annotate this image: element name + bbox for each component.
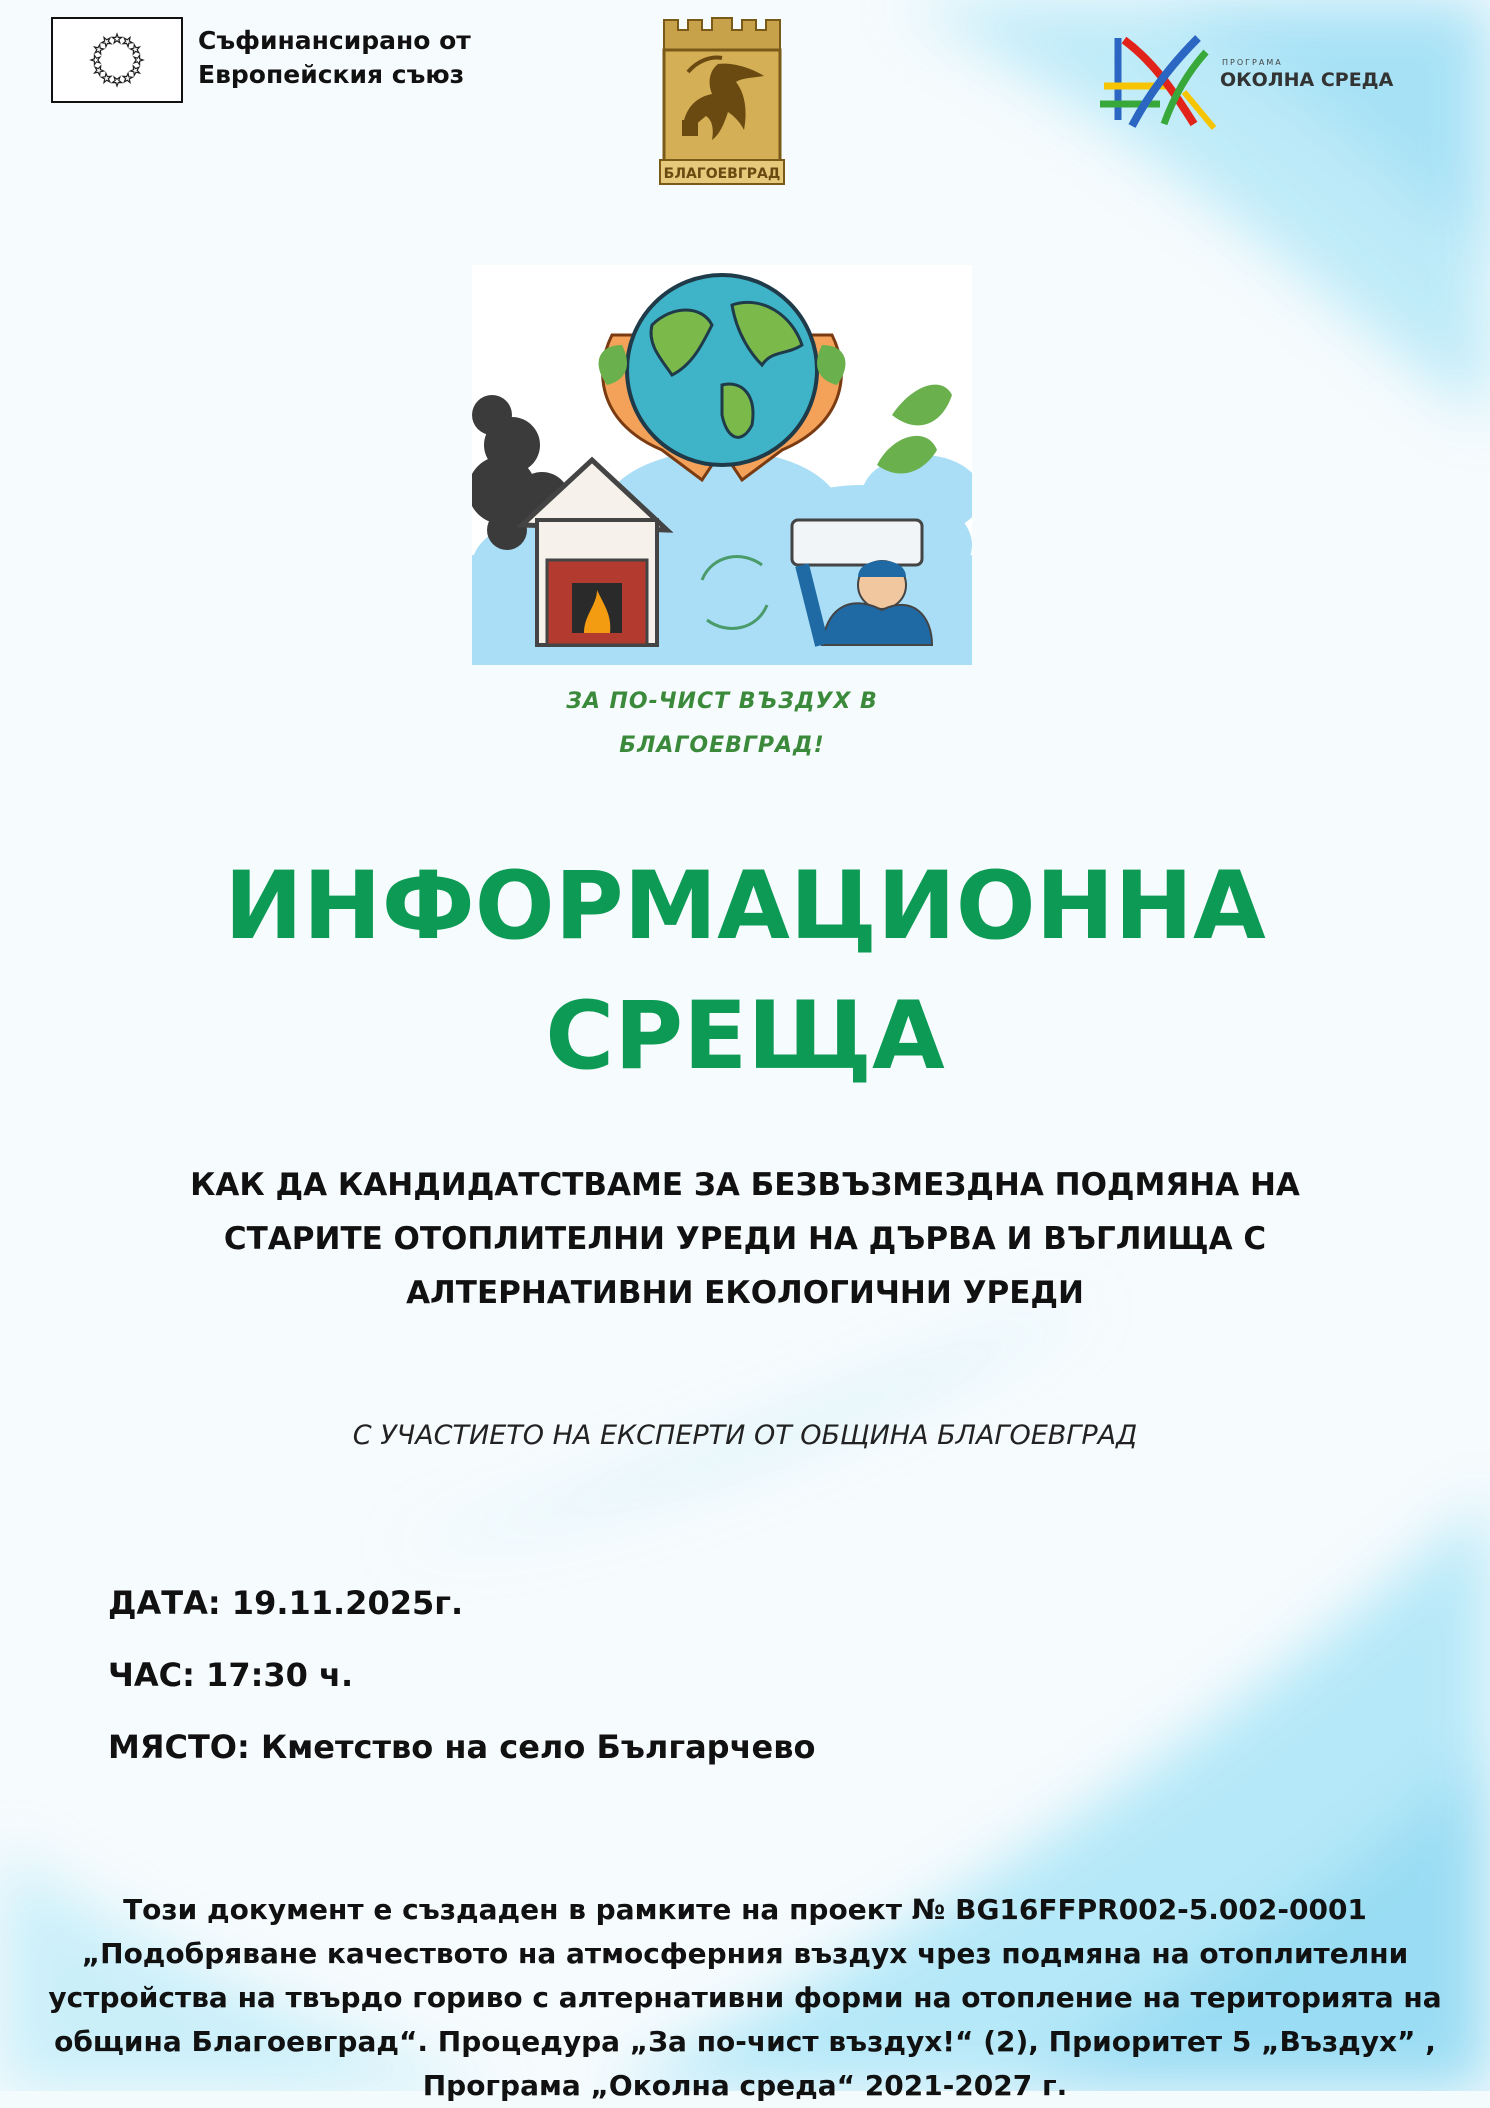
meeting-date: ДАТА: 19.11.2025г.: [108, 1584, 464, 1622]
title-line1: ИНФОРМАЦИОННА: [224, 852, 1266, 961]
eu-cofunded-label: [198, 24, 471, 92]
programme-name-label: ОКОЛНА СРЕДА: [1220, 69, 1394, 91]
subject-line1: КАК ДА КАНДИДАТСТВАМЕ ЗА БЕЗВЪЗМЕЗДНА ПОДМЯНА НА: [190, 1167, 1300, 1203]
eu-stars-icon: [53, 19, 181, 101]
subject-line2: СТАРИТЕ ОТОПЛИТЕЛНИ УРЕДИ НА ДЪРВА И ВЪГЛИЩА С: [223, 1221, 1267, 1257]
blagoevgrad-coat-of-arms-icon: [652, 12, 792, 188]
slogan-line1: ЗА ПО-ЧИСТ ВЪЗДУХ В: [566, 689, 878, 714]
eu-flag-logo: [51, 17, 183, 103]
disclaimer-line5: Програма „Околна среда“ 2021-2027 г.: [422, 2069, 1068, 2102]
experts-note: С УЧАСТИЕТО НА ЕКСПЕРТИ ОТ ОБЩИНА БЛАГОЕВГРАД: [352, 1420, 1138, 1451]
eu-label-line2: Европейския съюз: [198, 60, 465, 89]
campaign-slogan: [472, 680, 972, 768]
slogan-line2: БЛАГОЕВГРАД!: [619, 733, 825, 758]
eu-label-line1: Съфинансирано от: [198, 26, 471, 55]
page-title: [0, 842, 1490, 1102]
subject-line3: АЛТЕРНАТИВНИ ЕКОЛОГИЧНИ УРЕДИ: [406, 1275, 1084, 1311]
coat-city-name: БЛАГОЕВГРАД: [663, 166, 781, 182]
disclaimer-line3: устройства на твърдо гориво с алтернативни форми на отопление на територията на: [48, 1981, 1442, 2014]
meeting-time: ЧАС: 17:30 ч.: [108, 1656, 354, 1694]
disclaimer-line1: Този документ е създаден в рамките на проект № BG16FFPR002-5.002-0001: [123, 1893, 1367, 1926]
earth-icon: [627, 275, 817, 465]
meeting-subject: [100, 1158, 1390, 1320]
disclaimer-line4: община Благоевград“. Процедура „За по-чист въздух!“ (2), Приоритет 5 „Въздух” ,: [54, 2025, 1436, 2058]
title-line2: СРЕЩА: [545, 982, 945, 1091]
project-disclaimer: [0, 1888, 1490, 2108]
disclaimer-line2: „Подобряване качеството на атмосферния въздух чрез подмяна на отоплителни: [81, 1937, 1409, 1970]
programme-small-label: ПРОГРАМА: [1222, 58, 1283, 67]
clean-air-illustration: [472, 265, 972, 665]
meeting-place: МЯСТО: Кметство на село Българчево: [108, 1728, 816, 1766]
okolna-sreda-logo-icon: [1094, 32, 1222, 134]
